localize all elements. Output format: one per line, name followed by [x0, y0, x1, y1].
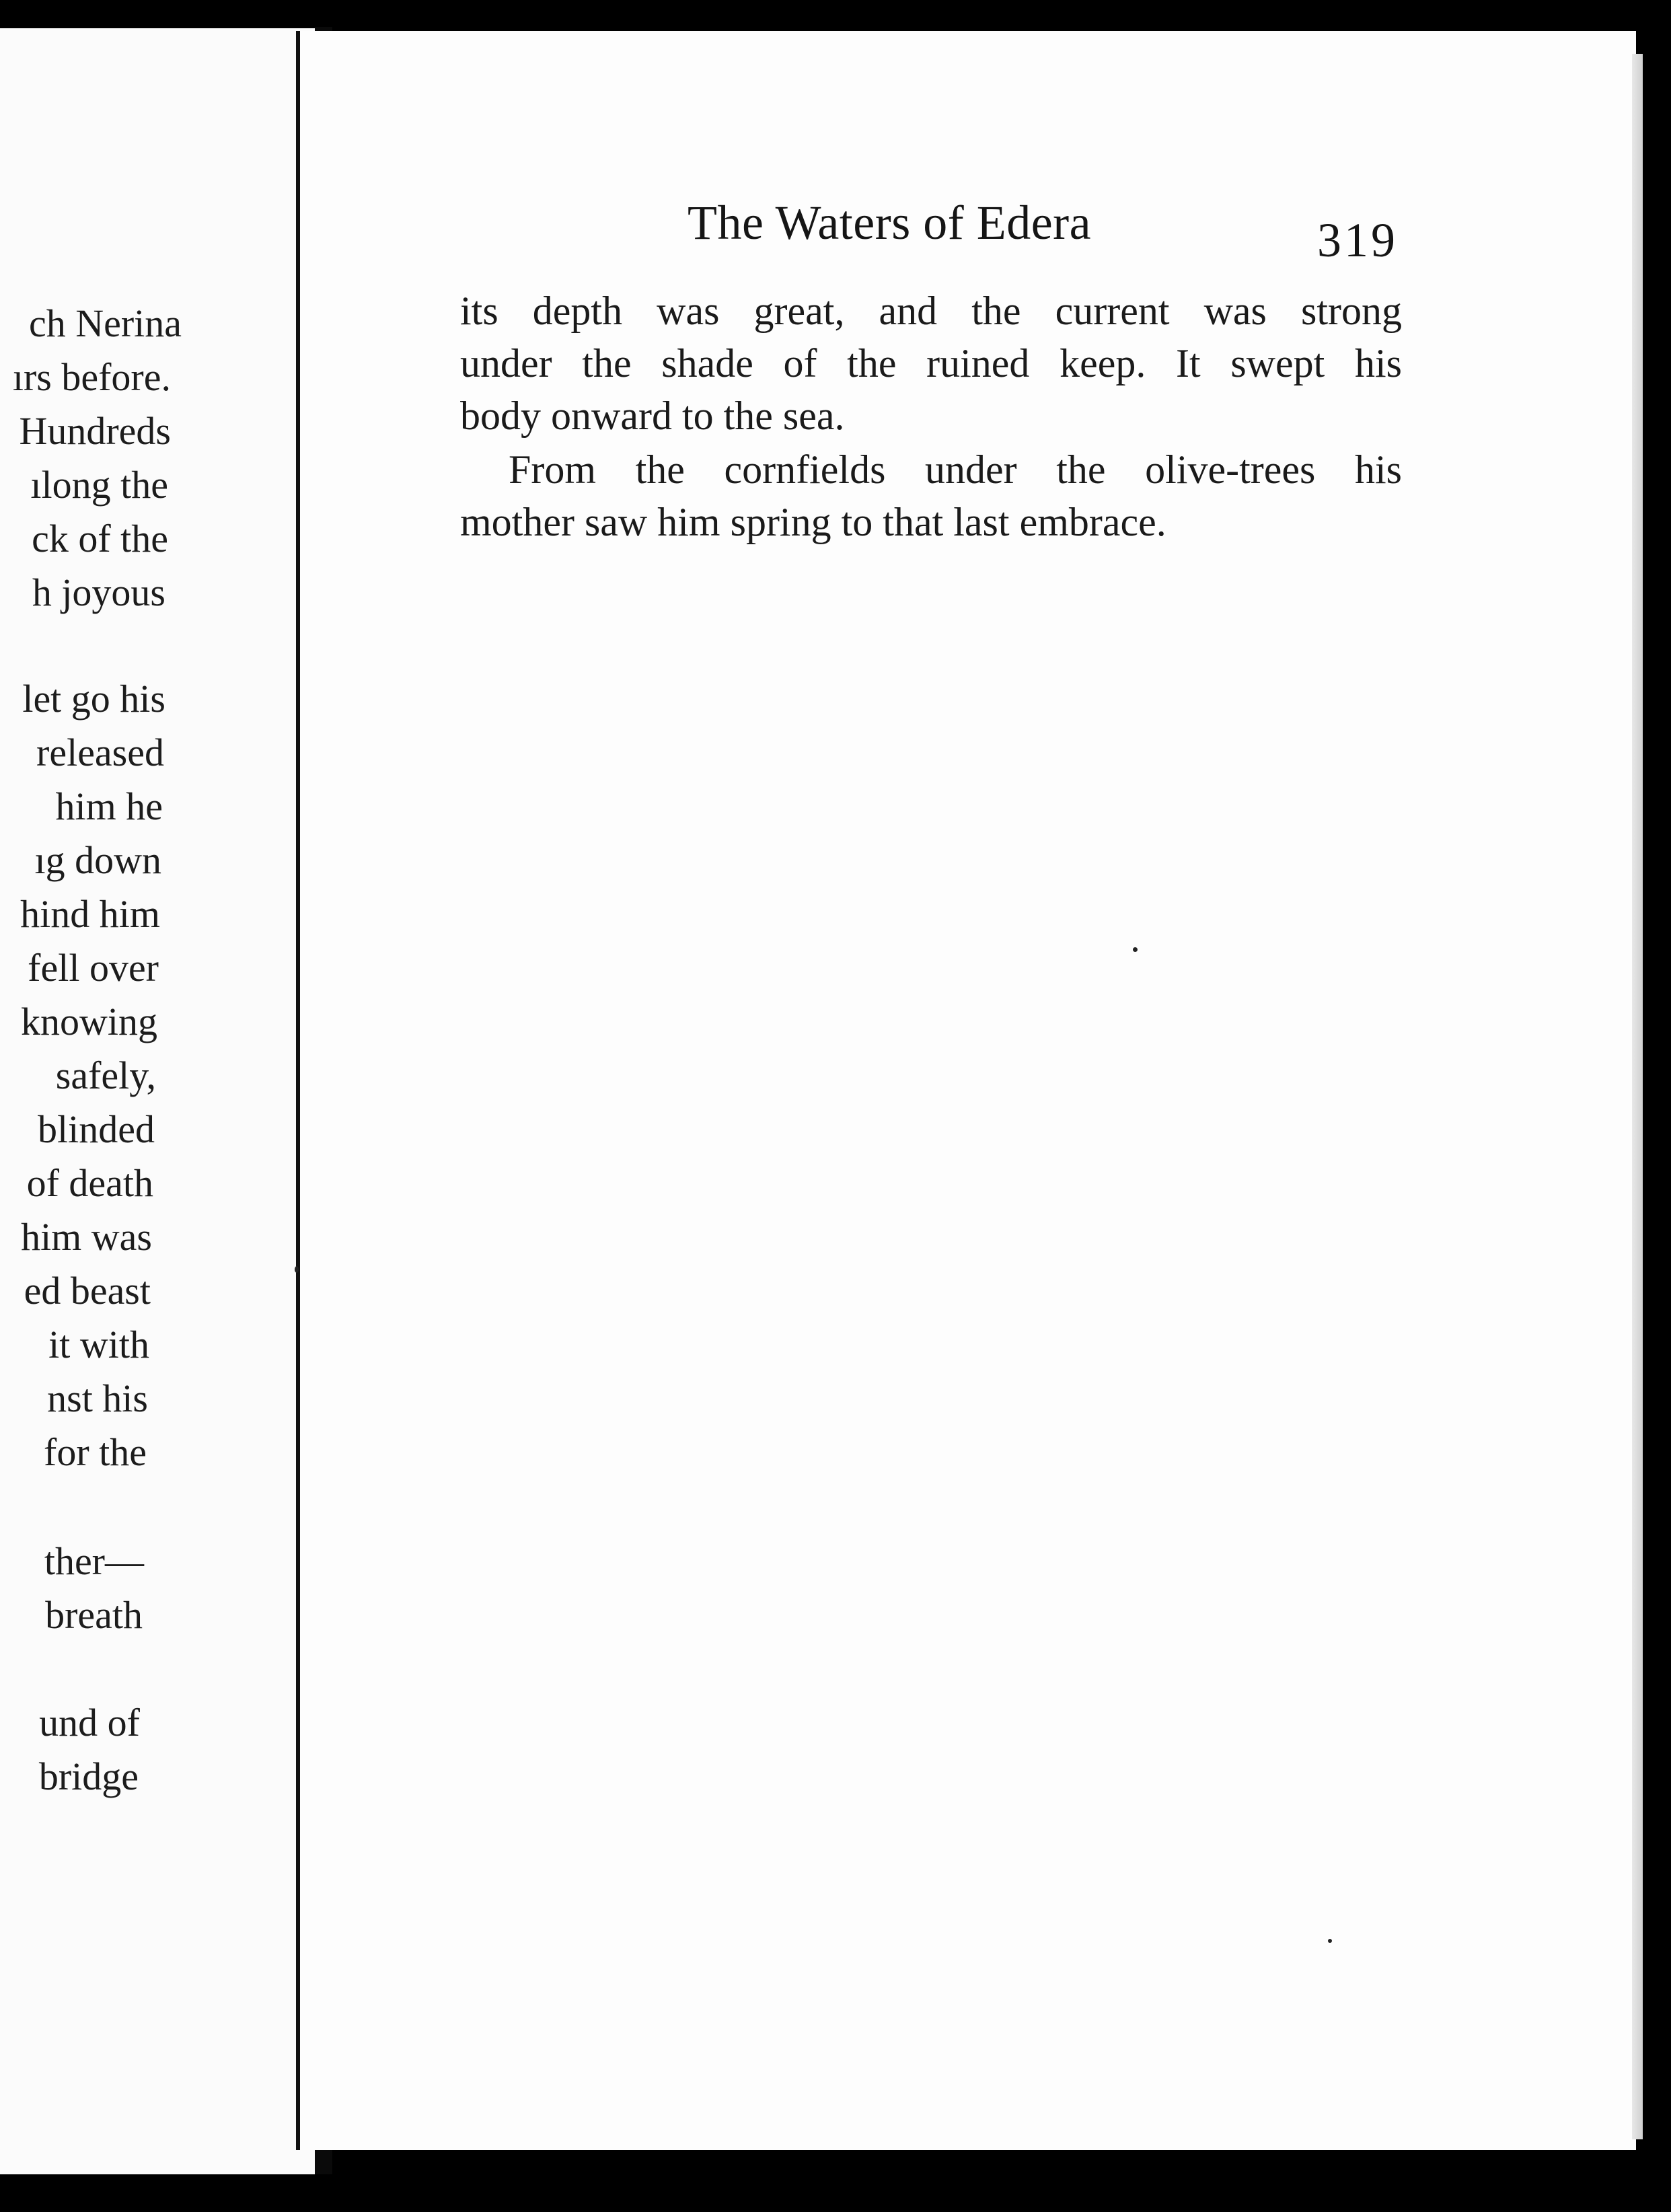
- scan-speck: [1133, 947, 1138, 952]
- paragraph-2-line-2: mother saw him spring to that last embrace.: [460, 500, 1166, 544]
- facing-line: bridge: [38, 1755, 139, 1798]
- page-edge: [1632, 54, 1643, 2139]
- paragraph-2-line-1: From the cornfields under the olive-trees his: [509, 447, 1402, 492]
- scan-speck: [1328, 1939, 1332, 1943]
- scan-speck: [295, 1266, 299, 1273]
- facing-line: nst his: [47, 1376, 148, 1420]
- facing-line: ılong the: [30, 463, 168, 507]
- facing-line: breath: [45, 1593, 143, 1637]
- facing-line: released: [36, 731, 164, 774]
- facing-line: let go his: [22, 677, 165, 721]
- paragraph-1-line-1: its depth was great, and the current was strong: [460, 289, 1402, 333]
- facing-line: knowing: [21, 1000, 157, 1043]
- facing-line: ther—: [44, 1539, 144, 1583]
- facing-line: ırs before.: [12, 355, 171, 399]
- facing-line: safely,: [55, 1054, 156, 1097]
- facing-line: it with: [48, 1323, 149, 1366]
- page-number: 319: [1317, 213, 1398, 267]
- paragraph-1-line-2: under the shade of the ruined keep. It swept his: [460, 341, 1402, 385]
- scan-bottom-border: [0, 2174, 1671, 2212]
- facing-line: ıg down: [34, 838, 161, 882]
- facing-line: of death: [26, 1161, 153, 1205]
- facing-line: und of: [39, 1701, 140, 1744]
- facing-line: ch Nerina: [28, 301, 182, 345]
- facing-line: ed beast: [24, 1269, 151, 1313]
- facing-line: him he: [55, 784, 163, 828]
- facing-line: him was: [21, 1215, 152, 1259]
- facing-line: h joyous: [32, 570, 165, 614]
- facing-line: Hundreds: [19, 409, 171, 453]
- facing-line: ck of the: [32, 517, 168, 560]
- facing-line: fell over: [28, 946, 159, 990]
- facing-page: [0, 28, 315, 2174]
- paragraph-1-line-3: body onward to the sea.: [460, 394, 845, 438]
- running-head: The Waters of Edera: [688, 196, 1092, 250]
- facing-line: blinded: [38, 1107, 155, 1151]
- facing-line: for the: [44, 1430, 147, 1474]
- facing-line: hind him: [20, 892, 160, 936]
